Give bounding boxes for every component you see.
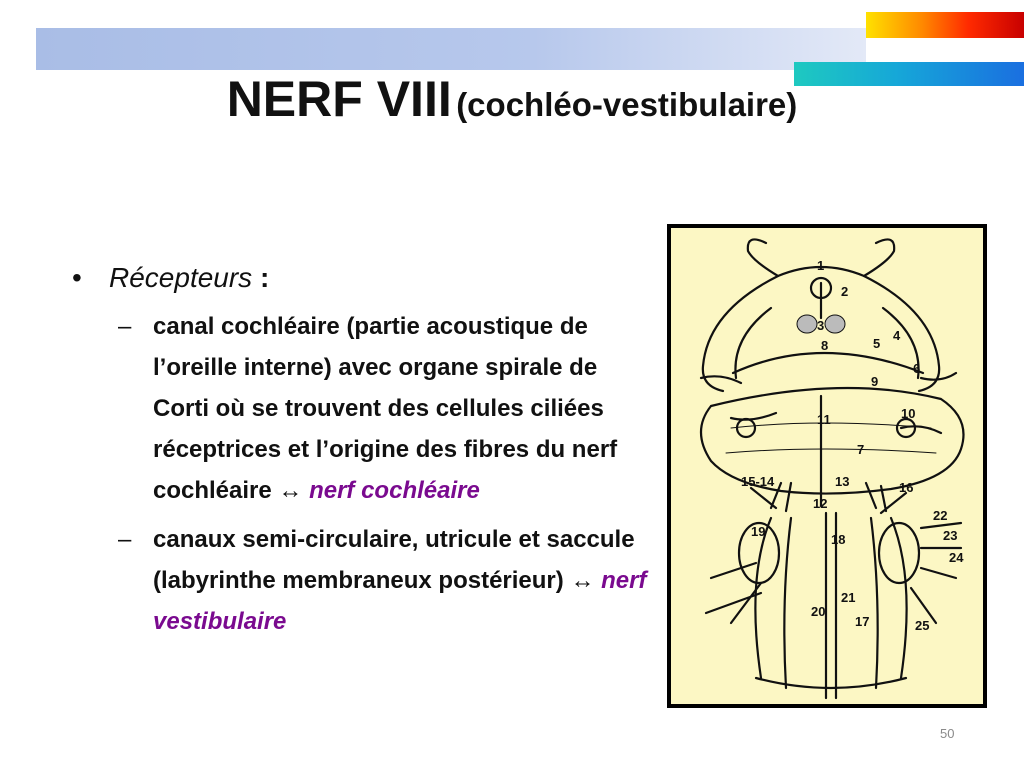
label-24: 24 [949,550,964,565]
slide-title [0,70,1024,128]
label-16: 16 [899,480,914,495]
label-22: 22 [933,508,948,523]
sub-bullet-text [153,306,653,511]
dash-icon: – [118,526,132,553]
label-15-14: 15-14 [741,474,775,489]
label-7: 7 [857,442,865,457]
label-23: 23 [943,528,958,543]
brainstem-illustration [667,224,987,708]
label-21: 21 [841,590,856,605]
label-4: 4 [893,328,901,343]
slide-title-main: NERF VIII [226,71,452,127]
label-1: 1 [817,258,825,273]
slide-body [72,258,662,642]
bullet-receptors [72,258,662,298]
label-20: 20 [811,604,826,619]
label-6: 6 [913,361,921,376]
sub-bullet-cochlear [118,306,662,511]
label-25: 25 [915,618,930,633]
label-10: 10 [901,406,916,421]
brainstem-drawing [671,228,983,704]
label-9: 9 [871,374,879,389]
nerve-name-cochlear: nerf cochléaire [302,477,480,504]
sub-bullet-text [153,519,653,642]
bullet-heading [109,258,269,298]
label-13: 13 [835,474,850,489]
label-3: 3 [817,318,825,333]
slide-title-subtitle: (cochléo-vestibulaire) [456,86,798,123]
label-5: 5 [873,336,881,351]
sub-bullet-body: canal cochléaire (partie acoustique de l’oreille interne) avec organe spirale de Corti où se trouvent des cellules ciliées réceptrices et l’origine des fibres du nerf cochléaire [153,313,618,504]
sub-bullet-vestibular [118,519,662,642]
label-8: 8 [821,338,829,353]
label-12: 12 [813,496,828,511]
page-number: 50 [940,726,955,741]
sub-bullet-body: canaux semi-circulaire, utricule et saccule (labyrinthe membraneux postérieur) [153,526,635,594]
double-arrow-icon: ↔ [570,567,595,594]
header-decoration-blue-bar [36,28,866,70]
label-17: 17 [855,614,870,629]
label-2: 2 [841,284,849,299]
bullet-heading-colon: : [252,262,270,293]
double-arrow-icon: ↔ [278,477,303,504]
label-11: 11 [817,412,831,427]
label-19: 19 [751,524,766,539]
header-decoration-gradient-bar [866,12,1024,38]
bullet-icon: • [72,262,82,293]
nerve-name-vestibular: nerf vestibulaire [153,567,647,635]
bullet-heading-italic: Récepteurs [109,262,253,293]
dash-icon: – [118,313,132,340]
label-18: 18 [831,532,846,547]
